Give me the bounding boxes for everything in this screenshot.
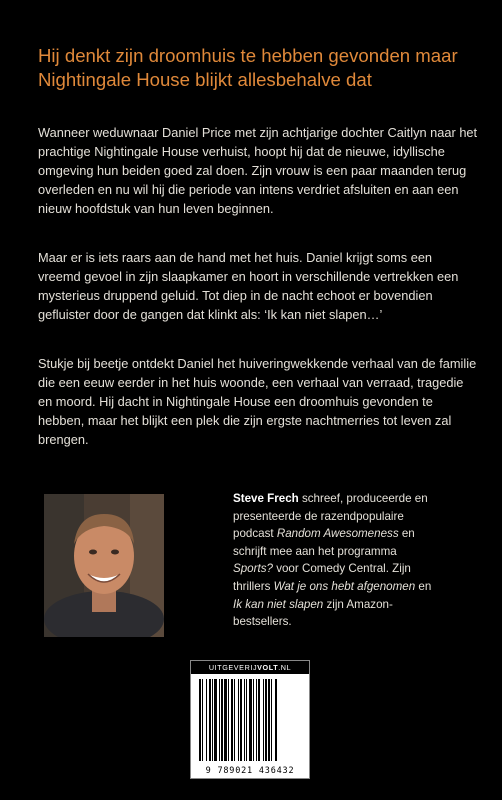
- blurb-paragraph-1: Wanneer weduwnaar Daniel Price met zijn achtjarige dochter Caitlyn naar het prachtige Nightingale House verhuist, hoopt hij dat de nieuwe, idyllische omgeving hun beiden goed zal doen. Zijn vrouw is een paar maanden terug overleden en nu wil hij die periode van intens verdriet afsluiten en aan een nieuw hoofdstuk van hun leven beginnen.: [38, 125, 478, 216]
- barcode-bars: [197, 679, 303, 761]
- barcode-bar: [249, 679, 252, 761]
- barcode-bar: [199, 679, 201, 761]
- barcode-bar: [271, 679, 272, 761]
- barcode-bar: [258, 679, 260, 761]
- blurb-paragraph-2: Maar er is iets raars aan de hand met het huis. Daniel krijgt soms een vreemd gevoel in zijn slaapkamer en hoort in verschillende vertrekken een mysterieus druppend geluid. Tot diep in de nacht echoot er bovendien gefluister door de gangen dat klinkt als: ‘Ik kan niet slapen…’: [38, 250, 459, 322]
- barcode-bar: [275, 679, 277, 761]
- barcode-bar: [268, 679, 270, 761]
- barcode-bar: [221, 679, 223, 761]
- barcode-bar: [214, 679, 217, 761]
- author-photo: [44, 494, 164, 637]
- barcode-box: [190, 660, 310, 779]
- program-title: Sports?: [233, 562, 273, 576]
- headline: Hij denkt zijn droomhuis te hebben gevonden maar Nightingale House blijkt allesbehalve dat: [38, 45, 458, 90]
- barcode-bar: [246, 679, 247, 761]
- barcode-bar: [256, 679, 257, 761]
- publisher-logo: [191, 661, 309, 674]
- barcode-bar: [231, 679, 233, 761]
- barcode-bar: [265, 679, 267, 761]
- barcode-bar: [202, 679, 203, 761]
- bio-text: en schrijft mee aan het programma: [233, 527, 415, 558]
- podcast-title: Random Awesomeness: [276, 527, 399, 541]
- book-title-2: Ik kan niet slapen: [233, 597, 324, 611]
- author-bio: [233, 490, 433, 631]
- publisher-prefix: UITGEVERIJ: [208, 663, 258, 672]
- barcode-bar: [240, 679, 242, 761]
- blurb-paragraph-3: Stukje bij beetje ontdekt Daniel het huiveringwekkende verhaal van de familie die een eeuw eerder in het huis woonde, een verhaal van verraad, tragedie en moord. Hij dacht in Nightingale House een droomhuis gevonden te hebben, maar het blijkt een plek die zijn ergste nachtmerries tot leven zal brengen.: [38, 356, 477, 447]
- barcode-bar: [244, 679, 245, 761]
- bio-text: zijn Amazon-bestsellers.: [233, 597, 393, 629]
- author-name: Steve Frech: [233, 492, 299, 505]
- publisher-name: VOLT: [257, 663, 279, 672]
- bio-text: en: [415, 579, 432, 593]
- book-title-1: Wat je ons hebt afgenomen: [273, 579, 416, 593]
- barcode-bar: [253, 679, 254, 761]
- barcode-bar: [212, 679, 213, 761]
- bio-text: schreef, produceerde en presenteerde de razendpopulaire podcast: [233, 492, 428, 541]
- barcode-bar: [209, 679, 211, 761]
- isbn-number: 9 789021 436432: [205, 766, 295, 776]
- bio-text: voor Comedy Central. Zijn thrillers: [233, 562, 411, 593]
- barcode-bar: [238, 679, 239, 761]
- barcode-bar: [206, 679, 207, 761]
- barcode-bar: [228, 679, 229, 761]
- barcode-bar: [224, 679, 227, 761]
- author-portrait-image: [44, 494, 164, 637]
- barcode-bar: [234, 679, 235, 761]
- publisher-suffix: .NL: [278, 663, 292, 672]
- barcode-bar: [263, 679, 264, 761]
- barcode-bar: [219, 679, 220, 761]
